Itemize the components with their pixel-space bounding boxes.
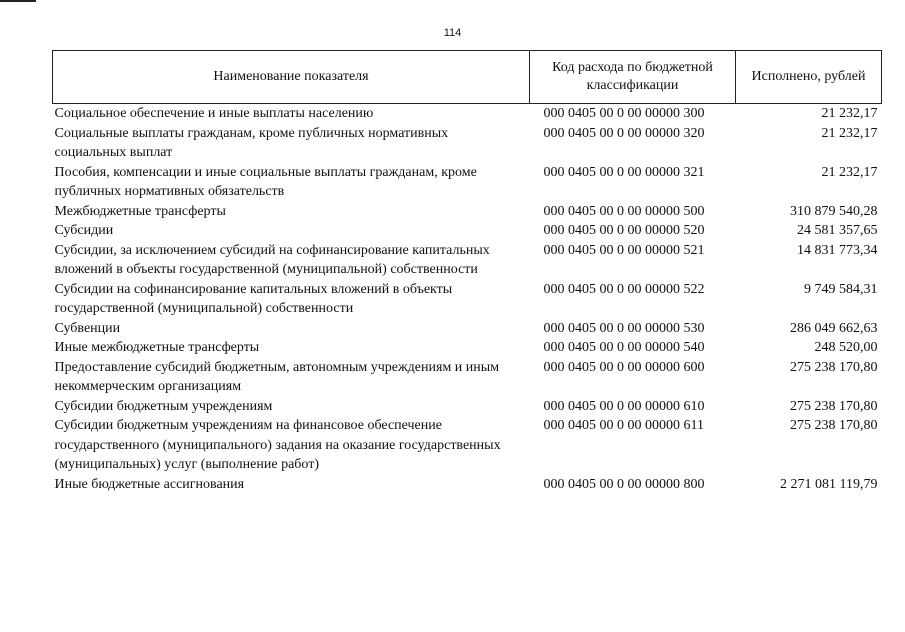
row-indicator-name: Субсидии бюджетным учреждениям	[54, 398, 273, 414]
row-indicator-name: Социальное обеспечение и иные выплаты населению	[54, 106, 374, 121]
table-row	[53, 221, 882, 241]
expenditure-table	[52, 50, 882, 494]
row-indicator-name: Субсидии	[54, 223, 114, 238]
table-row	[53, 338, 882, 358]
corner-mark	[0, 0, 36, 2]
row-indicator-name: Межбюджетные трансферты	[54, 203, 226, 219]
table-row	[53, 475, 882, 495]
row-indicator-name: Социальные выплаты гражданам, кроме публичных нормативных социальных выплат	[54, 125, 449, 160]
header-budget-code: Код расхода по бюджетной классификации	[530, 51, 736, 104]
row-budget-code: 000 0405 00 0 00 00000 600	[543, 359, 705, 375]
table-row	[53, 358, 882, 397]
row-budget-code: 000 0405 00 0 00 00000 540	[543, 340, 705, 355]
table-row	[53, 124, 882, 163]
row-budget-code: 000 0405 00 0 00 00000 610	[543, 398, 705, 414]
row-budget-code: 000 0405 00 0 00 00000 530	[543, 320, 705, 336]
row-executed-amount: 21 232,17	[821, 164, 878, 180]
row-indicator-name: Пособия, компенсации и иные социальные выплаты гражданам, кроме публичных нормативных обязательств	[54, 164, 477, 199]
row-indicator-name: Предоставление субсидий бюджетным, автономным учреждениям и иным некоммерческим организациям	[54, 359, 500, 394]
row-budget-code: 000 0405 00 0 00 00000 611	[543, 418, 704, 433]
row-executed-amount: 24 581 357,65	[797, 223, 878, 238]
row-indicator-name: Субвенции	[54, 320, 121, 336]
row-budget-code: 000 0405 00 0 00 00000 521	[543, 242, 705, 258]
row-budget-code: 000 0405 00 0 00 00000 522	[543, 281, 705, 297]
row-executed-amount: 286 049 662,63	[790, 320, 878, 336]
row-executed-amount: 21 232,17	[821, 106, 878, 121]
row-budget-code: 000 0405 00 0 00 00000 321	[543, 164, 705, 180]
row-executed-amount: 310 879 540,28	[790, 203, 878, 219]
header-executed-amount: Исполнено, рублей	[736, 51, 882, 104]
row-budget-code: 000 0405 00 0 00 00000 500	[543, 203, 705, 219]
row-executed-amount: 248 520,00	[814, 340, 878, 355]
page-number: 114	[443, 27, 462, 39]
table-row	[53, 202, 882, 222]
row-executed-amount: 275 238 170,80	[790, 359, 878, 375]
table-row	[53, 416, 882, 475]
row-indicator-name: Субсидии, за исключением субсидий на софинансирование капитальных вложений в объекты государственной (муниципальной) собственности	[54, 242, 490, 277]
row-executed-amount: 14 831 773,34	[797, 242, 878, 258]
table-row	[53, 280, 882, 319]
table-body	[53, 104, 882, 495]
table-row	[53, 104, 882, 124]
row-executed-amount: 275 238 170,80	[790, 418, 878, 433]
row-executed-amount: 21 232,17	[821, 125, 878, 141]
table-row	[53, 319, 882, 339]
row-executed-amount: 2 271 081 119,79	[780, 476, 878, 492]
row-indicator-name: Субсидии бюджетным учреждениям на финансовое обеспечение государственного (муниципального) задания на оказание государственных (муниципальных) услуг (выполнение работ)	[54, 418, 501, 472]
row-budget-code: 000 0405 00 0 00 00000 520	[543, 223, 705, 238]
row-budget-code: 000 0405 00 0 00 00000 800	[543, 476, 705, 492]
row-indicator-name: Иные межбюджетные трансферты	[54, 340, 260, 355]
table-row	[53, 241, 882, 280]
expenditure-table-container	[52, 50, 881, 494]
row-executed-amount: 275 238 170,80	[790, 398, 878, 414]
row-budget-code: 000 0405 00 0 00 00000 320	[543, 125, 705, 141]
header-row	[53, 51, 882, 104]
header-indicator-name: Наименование показателя	[53, 51, 530, 104]
row-executed-amount: 9 749 584,31	[804, 281, 878, 297]
table-header	[53, 51, 882, 104]
row-indicator-name: Иные бюджетные ассигнования	[54, 476, 245, 492]
table-row	[53, 163, 882, 202]
row-budget-code: 000 0405 00 0 00 00000 300	[543, 106, 705, 121]
row-indicator-name: Субсидии на софинансирование капитальных вложений в объекты государственной (муниципальной) собственности	[54, 281, 453, 316]
table-row	[53, 397, 882, 417]
